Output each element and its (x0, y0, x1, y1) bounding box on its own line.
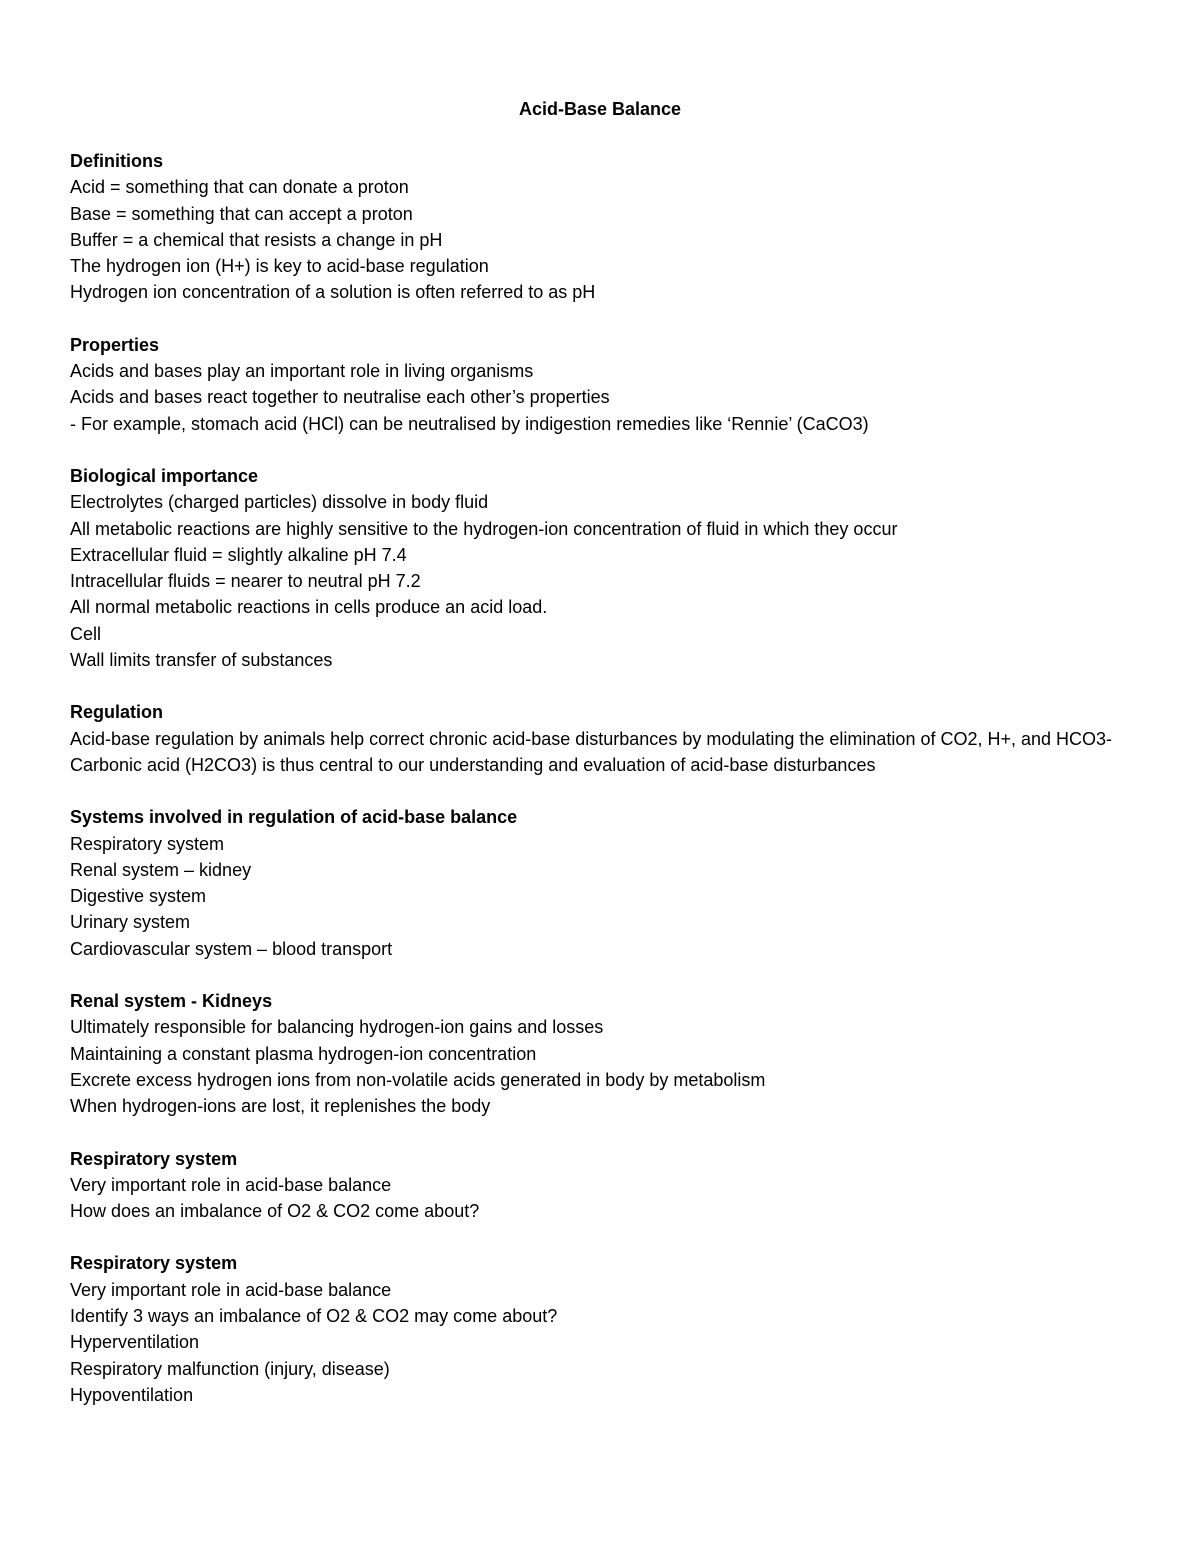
section-heading: Renal system - Kidneys (70, 991, 273, 1012)
text-line: Identify 3 ways an imbalance of O2 & CO2 may come about? (70, 1305, 558, 1326)
text-line: Ultimately responsible for balancing hydrogen-ion gains and losses (70, 1017, 604, 1038)
section-heading: Regulation (70, 702, 163, 723)
text-line: How does an imbalance of O2 & CO2 come about? (70, 1201, 480, 1222)
section-heading: Respiratory system (70, 1253, 238, 1274)
text-line: Wall limits transfer of substances (70, 650, 333, 671)
text-line: Base = something that can accept a proton (70, 203, 413, 224)
section-respiratory-system-1 (70, 1146, 1130, 1225)
section-heading: Respiratory system (70, 1148, 238, 1169)
section-heading: Biological importance (70, 465, 259, 486)
text-line: Acids and bases react together to neutralise each other’s properties (70, 387, 610, 408)
section-heading: Systems involved in regulation of acid-base balance (70, 807, 518, 828)
text-line: Respiratory system (70, 833, 225, 854)
text-line: Digestive system (70, 886, 207, 907)
text-line: Excrete excess hydrogen ions from non-volatile acids generated in body by metabolism (70, 1069, 766, 1090)
section-properties (70, 332, 1130, 437)
section-systems-involved (70, 804, 1130, 962)
text-line: Extracellular fluid = slightly alkaline pH 7.4 (70, 544, 407, 565)
text-line: Hydrogen ion concentration of a solution is often referred to as pH (70, 282, 596, 303)
section-definitions (70, 148, 1130, 306)
text-line: Hyperventilation (70, 1332, 200, 1353)
text-line: Maintaining a constant plasma hydrogen-ion concentration (70, 1043, 537, 1064)
section-heading: Properties (70, 334, 160, 355)
text-line: Very important role in acid-base balance (70, 1279, 392, 1300)
text-line: The hydrogen ion (H+) is key to acid-base regulation (70, 256, 489, 277)
text-line: Hypoventilation (70, 1384, 194, 1405)
text-line: Respiratory malfunction (injury, disease) (70, 1358, 390, 1379)
section-regulation (70, 699, 1130, 778)
section-respiratory-system-2 (70, 1250, 1130, 1408)
text-line: All normal metabolic reactions in cells produce an acid load. (70, 597, 548, 618)
text-line: Buffer = a chemical that resists a change in pH (70, 229, 443, 250)
text-line: Intracellular fluids = nearer to neutral pH 7.2 (70, 571, 421, 592)
text-line: Carbonic acid (H2CO3) is thus central to our understanding and evaluation of acid-base disturbances (70, 754, 876, 775)
text-line: Cardiovascular system – blood transport (70, 938, 393, 959)
text-line: Acids and bases play an important role in living organisms (70, 361, 534, 382)
text-line: Acid-base regulation by animals help correct chronic acid-base disturbances by modulating the elimination of CO2, H+, and HCO3- (70, 728, 1113, 749)
text-line: When hydrogen-ions are lost, it replenishes the body (70, 1096, 491, 1117)
document-page (70, 96, 1130, 1408)
section-heading: Definitions (70, 151, 163, 171)
text-line: Urinary system (70, 912, 191, 933)
text-line: Very important role in acid-base balance (70, 1174, 392, 1195)
text-line: Acid = something that can donate a proton (70, 177, 409, 198)
section-biological-importance (70, 463, 1130, 673)
text-line: Renal system – kidney (70, 859, 252, 880)
text-line: Cell (70, 623, 102, 644)
text-line: - For example, stomach acid (HCl) can be neutralised by indigestion remedies like ‘Rennie’ (CaCO3) (70, 413, 869, 434)
document-title: Acid-Base Balance (518, 99, 682, 119)
section-renal-system (70, 988, 1130, 1119)
text-line: Electrolytes (charged particles) dissolve in body fluid (70, 492, 489, 513)
text-line: All metabolic reactions are highly sensitive to the hydrogen-ion concentration of fluid in which they occur (70, 518, 898, 539)
